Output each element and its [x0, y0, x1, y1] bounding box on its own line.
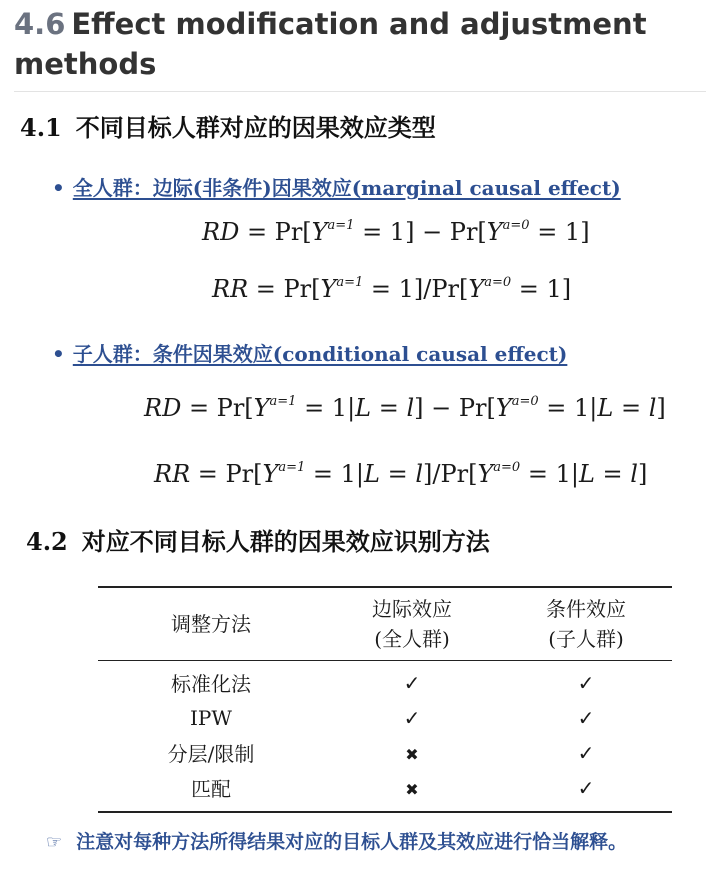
section-heading-text: 对应不同目标人群的因果效应识别方法 — [81, 527, 490, 556]
marginal-cell — [324, 661, 500, 701]
note — [46, 826, 706, 859]
check-icon: ✓ — [577, 740, 595, 765]
formula-lhs: RR — [212, 275, 249, 303]
note-text: 注意对每种方法所得结果对应的目标人群及其效应进行恰当解释。 — [76, 831, 628, 853]
method-cell: 分层/限制 — [167, 742, 255, 766]
formula-marginal-rd: RD = $Pr[Y^{a=1} = 1] - Pr[Y^{a=0} = 1]$ — [202, 218, 590, 246]
conditional-cell — [500, 770, 672, 812]
bullet-conditional-text: 子人群：条件因果效应(conditional causal effect) — [72, 342, 568, 366]
header-marginal — [324, 587, 500, 661]
header-conditional — [500, 587, 672, 661]
formula-superscript: a=0 — [511, 394, 539, 409]
page-title-text: Effect modification and adjustment methods — [14, 7, 647, 81]
bullet-conditional — [52, 338, 567, 367]
marginal-cell — [324, 770, 500, 812]
formula-superscript: a=1 — [327, 218, 355, 233]
header-conditional-line1: 条件效应 — [546, 597, 626, 621]
header-conditional-line2: (子人群) — [548, 627, 624, 651]
check-icon: ✓ — [577, 705, 595, 730]
formula-marginal-rr: RR = $Pr[Y^{a=1} = 1]/Pr[Y^{a=0} = 1]$ — [212, 275, 572, 303]
formula-lhs: RD — [202, 218, 240, 246]
method-cell: 匹配 — [191, 777, 231, 801]
formula-superscript: a=0 — [493, 460, 521, 475]
conditional-cell — [500, 700, 672, 735]
check-icon: ✓ — [403, 705, 421, 730]
table-body — [98, 661, 672, 813]
pointing-hand-icon: ☞ — [46, 832, 63, 853]
header-marginal-line2: (全人群) — [374, 627, 450, 651]
title-divider — [14, 91, 706, 92]
formula-superscript: a=0 — [502, 218, 530, 233]
bullet-dot: • — [52, 342, 65, 366]
marginal-cell — [324, 700, 500, 735]
adjustment-methods-table — [98, 586, 672, 813]
page-title — [14, 4, 704, 84]
check-icon: ✓ — [403, 670, 421, 695]
section-heading-4-1 — [20, 108, 436, 143]
bullet-marginal-text: 全人群：边际(非条件)因果效应(marginal causal effect) — [72, 176, 621, 200]
section-heading-number: 4.2 — [26, 527, 68, 556]
cross-icon: ✖ — [405, 779, 419, 799]
section-number: 4.6 — [14, 7, 66, 41]
check-icon: ✓ — [577, 775, 595, 800]
formula-lhs: RR — [154, 460, 191, 488]
table-row — [98, 661, 672, 701]
table-row — [98, 735, 672, 770]
bullet-dot: • — [52, 176, 65, 200]
table-row — [98, 770, 672, 812]
header-method: 调整方法 — [171, 612, 251, 636]
table-header-row — [98, 587, 672, 661]
formula-conditional-rd: RD = $Pr[Y^{a=1} = 1|L = l] - Pr[Y^{a=0} = 1|L = l]$ — [144, 394, 666, 422]
section-heading-text: 不同目标人群对应的因果效应类型 — [75, 113, 436, 142]
formula-superscript: a=1 — [336, 275, 364, 290]
header-marginal-line1: 边际效应 — [372, 597, 452, 621]
table-row — [98, 700, 672, 735]
formula-lhs: RD — [144, 394, 182, 422]
cross-icon: ✖ — [405, 744, 419, 764]
bullet-marginal — [52, 172, 621, 201]
method-cell: IPW — [190, 705, 232, 730]
check-icon: ✓ — [577, 670, 595, 695]
section-heading-4-2 — [26, 522, 490, 557]
formula-superscript: a=1 — [269, 394, 297, 409]
conditional-cell — [500, 735, 672, 770]
formula-conditional-rr: RR = $Pr[Y^{a=1} = 1|L = l]/Pr[Y^{a=0} = 1|L = l]$ — [154, 460, 648, 488]
formula-superscript: a=0 — [484, 275, 512, 290]
method-cell: 标准化法 — [171, 672, 251, 696]
marginal-cell — [324, 735, 500, 770]
section-heading-number: 4.1 — [20, 113, 62, 142]
conditional-cell — [500, 661, 672, 701]
formula-superscript: a=1 — [278, 460, 306, 475]
